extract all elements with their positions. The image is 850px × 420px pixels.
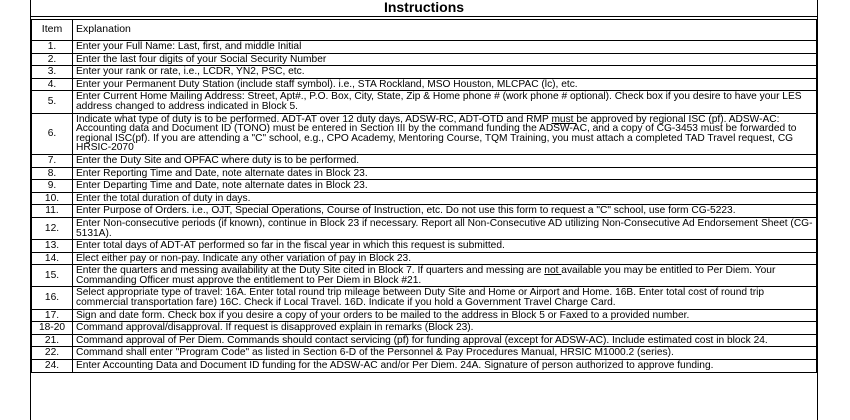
row-item-number: 1. xyxy=(32,41,73,54)
row-item-number: 10. xyxy=(32,192,73,205)
table-row xyxy=(32,265,817,287)
header-item: Item xyxy=(32,20,73,41)
table-row xyxy=(32,154,817,167)
table-row xyxy=(32,217,817,239)
table-row xyxy=(32,334,817,347)
row-explanation: Enter Purpose of Orders. i.e., OJT, Special Operations, Course of Instruction, etc. Do not use this form to request a "C" school, use form CG-5223. xyxy=(73,205,817,218)
row-item-number: 11. xyxy=(32,205,73,218)
table-row xyxy=(32,167,817,180)
row-item-number: 18-20 xyxy=(32,322,73,335)
row-explanation: Enter Current Home Mailing Address: Street, Apt#., P.O. Box, City, State, Zip & Home phone # (work phone # optional). Check box if you desire to have your LES address changed to address indicated in Block 5. xyxy=(73,91,817,113)
table-row xyxy=(32,347,817,360)
row-item-number: 2. xyxy=(32,53,73,66)
row-explanation: Enter Accounting Data and Document ID funding for the ADSW-AC and/or Per Diem. 24A. Signature of person authorized to approve funding. xyxy=(73,360,817,373)
row-explanation: Command shall enter "Program Code" as listed in Section 6-D of the Personnel & Pay Procedures Manual, HRSIC M1000.2 (series). xyxy=(73,347,817,360)
table-row xyxy=(32,41,817,54)
row-item-number: 15. xyxy=(32,265,73,287)
row-explanation: Elect either pay or non-pay. Indicate any other variation of pay in Block 23. xyxy=(73,252,817,265)
row-item-number: 9. xyxy=(32,180,73,193)
row-explanation xyxy=(73,113,817,154)
row-item-number: 4. xyxy=(32,78,73,91)
explanation-text: available you may be entitled to Per Diem. Your Commanding Officer must approve the entitlement to Per Diem in Block #21. xyxy=(76,265,776,286)
row-explanation: Enter the last four digits of your Social Security Number xyxy=(73,53,817,66)
row-explanation: Enter the Duty Site and OPFAC where duty is to be performed. xyxy=(73,154,817,167)
row-item-number: 3. xyxy=(32,66,73,79)
header-explanation: Explanation xyxy=(73,20,817,41)
table-row xyxy=(32,91,817,113)
row-item-number: 13. xyxy=(32,240,73,253)
instructions-panel xyxy=(30,0,818,420)
row-explanation: Enter your Full Name: Last, first, and middle Initial xyxy=(73,41,817,54)
row-explanation: Enter your Permanent Duty Station (include staff symbol). i.e., STA Rockland, MSO Houston, MLCPAC (lc), etc. xyxy=(73,78,817,91)
table-row xyxy=(32,205,817,218)
row-item-number: 14. xyxy=(32,252,73,265)
table-row xyxy=(32,78,817,91)
row-explanation: Enter Reporting Time and Date, note alternate dates in Block 23. xyxy=(73,167,817,180)
row-explanation xyxy=(73,265,817,287)
explanation-text: Indicate what type of duty is to be performed. ADT-AT over 12 duty days, ADSW-RC, ADT-OTD and RMP xyxy=(76,113,552,125)
row-item-number: 8. xyxy=(32,167,73,180)
row-item-number: 16. xyxy=(32,287,73,309)
explanation-text: be approved by regional ISC (pf). ADSW-AC: Accounting data and Document ID (TONO) must be entered in Section III by the command funding the ADSW-AC, and a copy of CG-3453 must be forwarded to regional ISC(pf). If you are attending a "C" school, e.g., CPO Academy, Mentoring Course, TQM Training, you must attach a completed TAD Travel request, CG HRSIC-2070 xyxy=(76,113,797,154)
row-item-number: 24. xyxy=(32,360,73,373)
row-item-number: 21. xyxy=(32,334,73,347)
row-item-number: 22. xyxy=(32,347,73,360)
page-title: Instructions xyxy=(31,0,817,17)
row-item-number: 12. xyxy=(32,217,73,239)
explanation-text: Enter the quarters and messing availability at the Duty Site cited in Block 7. If quarters and messing are xyxy=(76,265,545,277)
row-explanation: Sign and date form. Check box if you desire a copy of your orders to be mailed to the address in Block 5 or Faxed to a provided number. xyxy=(73,309,817,322)
table-row xyxy=(32,53,817,66)
row-item-number: 6. xyxy=(32,113,73,154)
table-row xyxy=(32,240,817,253)
row-item-number: 7. xyxy=(32,154,73,167)
row-item-number: 17. xyxy=(32,309,73,322)
table-row xyxy=(32,360,817,373)
table-row xyxy=(32,113,817,154)
row-explanation: Enter your rank or rate, i.e., LCDR, YN2, PSC, etc. xyxy=(73,66,817,79)
row-explanation: Command approval of Per Diem. Commands should contact servicing (pf) for funding approval (except for ADSW-AC). Include estimated cost in block 24. xyxy=(73,334,817,347)
row-explanation: Command approval/disapproval. If request is disapproved explain in remarks (Block 23). xyxy=(73,322,817,335)
table-row xyxy=(32,309,817,322)
row-explanation: Select appropriate type of travel: 16A. Enter total round trip mileage between Duty Site and Home or Airport and Home. 16B. Enter total cost of round trip commercial transportation fare) 16C. Check if Local Travel. 16D. Indicate if you hold a Government Travel Charge Card. xyxy=(73,287,817,309)
underlined-word: not xyxy=(544,265,562,277)
table-row xyxy=(32,192,817,205)
row-item-number: 5. xyxy=(32,91,73,113)
table-row xyxy=(32,287,817,309)
table-row xyxy=(32,66,817,79)
instructions-table xyxy=(31,19,817,373)
table-row xyxy=(32,252,817,265)
table-row xyxy=(32,180,817,193)
row-explanation: Enter the total duration of duty in days. xyxy=(73,192,817,205)
row-explanation: Enter total days of ADT-AT performed so far in the fiscal year in which this request is submitted. xyxy=(73,240,817,253)
table-header-row xyxy=(32,20,817,41)
underlined-word: must xyxy=(551,113,577,125)
row-explanation: Enter Departing Time and Date, note alternate dates in Block 23. xyxy=(73,180,817,193)
table-row xyxy=(32,322,817,335)
row-explanation: Enter Non-consecutive periods (if known), continue in Block 23 if necessary. Report all Non-Consecutive AD utilizing Non-Consecutive Ad Endorsement Sheet (CG-5131A). xyxy=(73,217,817,239)
